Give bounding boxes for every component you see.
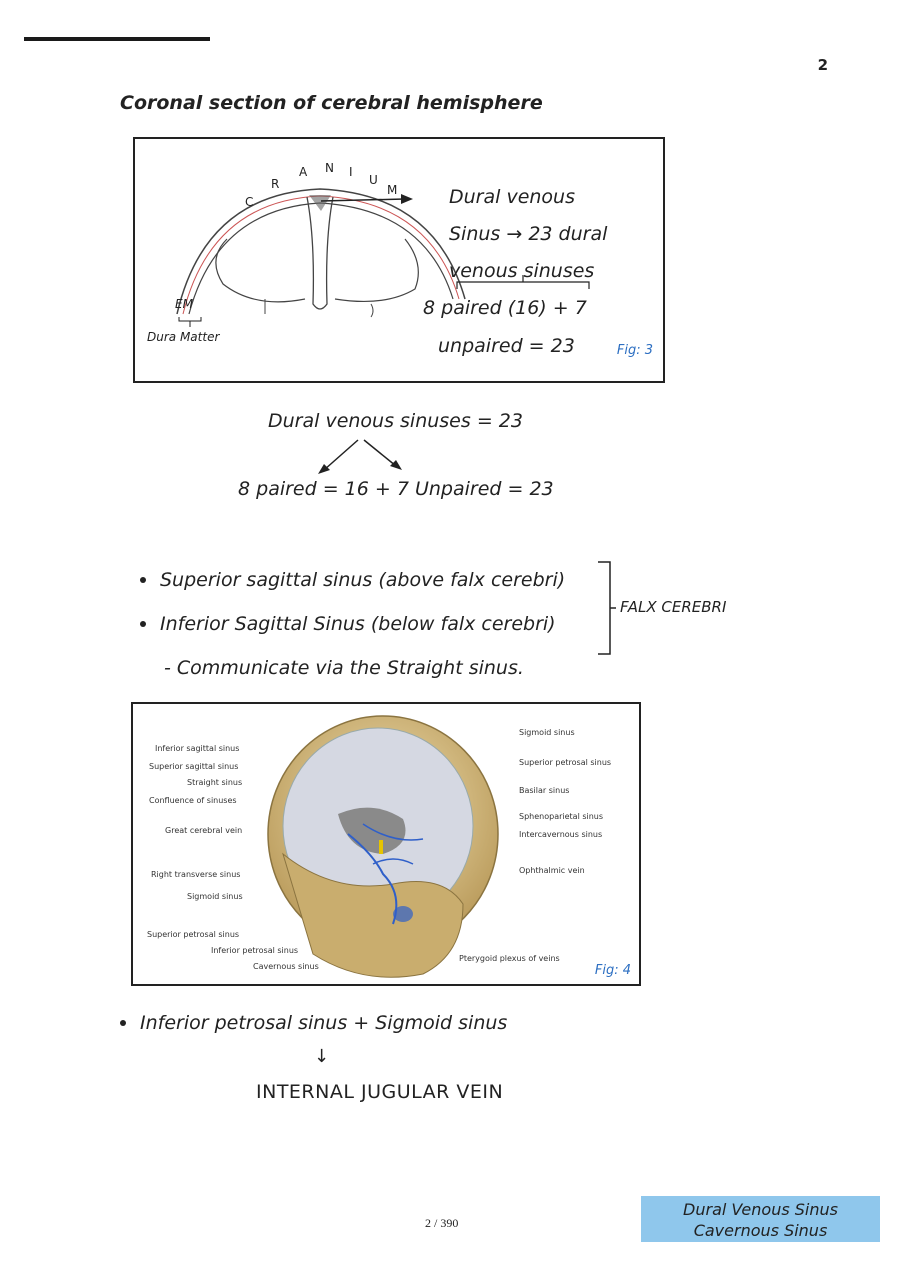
page-heading: Coronal section of cerebral hemisphere: [120, 92, 543, 114]
drainage-text: Inferior petrosal sinus + Sigmoid sinus: [140, 1012, 508, 1034]
bullet-dot: [120, 1020, 126, 1026]
list-item: [140, 646, 565, 690]
label-great-cerebral-vein: Great cerebral vein: [165, 826, 243, 835]
dura-matter-label: Dura Matter: [147, 330, 220, 344]
summary-total: Dural venous sinuses = 23: [268, 410, 523, 432]
cranium-letter: I: [349, 165, 353, 179]
falx-bracket: [596, 560, 616, 658]
bullet-text: - Communicate via the Straight sinus.: [164, 657, 524, 679]
list-item: [140, 558, 565, 602]
topic-tag: [641, 1196, 880, 1242]
label-cavernous-sinus: Cavernous sinus: [253, 962, 319, 971]
label-superior-petrosal-sinus-right: Superior petrosal sinus: [519, 758, 612, 767]
split-arrows: [308, 436, 408, 476]
paired-count: 8 paired (16) + 7: [423, 297, 587, 319]
cranium-letter: N: [325, 161, 334, 175]
summary-split: 8 paired = 16 + 7 Unpaired = 23: [238, 478, 554, 500]
cranium-letter: M: [387, 183, 398, 197]
note-line: venous sinuses: [449, 260, 595, 282]
cranium-letter: A: [299, 165, 308, 179]
cranium-letter: U: [369, 173, 378, 187]
label-sphenoparietal-sinus: Sphenoparietal sinus: [519, 812, 604, 821]
figure-3-coronal-sketch: [133, 137, 665, 383]
cranium-letter: C: [245, 195, 254, 209]
bullet-dot: [140, 577, 146, 583]
label-basilar-sinus: Basilar sinus: [519, 786, 570, 795]
label-straight-sinus: Straight sinus: [187, 778, 243, 787]
label-sigmoid-sinus: Sigmoid sinus: [187, 892, 243, 901]
em-label: EM: [175, 297, 193, 311]
cranium-letter: R: [271, 177, 280, 191]
figure-label: Fig: 4: [594, 963, 631, 978]
label-pterygoid-plexus: Pterygoid plexus of veins: [459, 954, 560, 963]
note-line: Dural venous: [449, 186, 575, 208]
label-intercavernous-sinus: Intercavernous sinus: [519, 830, 603, 839]
falx-bullet-list: [140, 558, 565, 690]
page-footer: 2 / 390: [425, 1216, 459, 1230]
bullet-dot: [140, 621, 146, 627]
dural-venous-sinus-note: [449, 179, 659, 290]
label-confluence-of-sinuses: Confluence of sinuses: [149, 796, 237, 805]
falx-cerebri-label: FALX CEREBRI: [620, 598, 727, 616]
note-line: Sinus → 23 dural: [449, 223, 608, 245]
figure-4-skull-sinuses: [131, 702, 641, 986]
label-superior-petrosal-sinus: Superior petrosal sinus: [147, 930, 240, 939]
bullet-text: Superior sagittal sinus (above falx cerebri): [160, 569, 566, 591]
page-number: 2: [817, 56, 828, 74]
down-arrow-icon: ↓: [314, 1046, 330, 1067]
label-right-transverse-sinus: Right transverse sinus: [151, 870, 241, 879]
label-superior-sagittal-sinus: Superior sagittal sinus: [149, 762, 239, 771]
label-sigmoid-sinus-right: Sigmoid sinus: [519, 728, 575, 737]
internal-jugular-vein: INTERNAL JUGULAR VEIN: [256, 1081, 504, 1103]
list-item: [140, 602, 565, 646]
topic-tag-line: Cavernous Sinus: [693, 1221, 828, 1240]
label-inferior-petrosal-sinus: Inferior petrosal sinus: [211, 946, 299, 955]
bullet-text: Inferior Sagittal Sinus (below falx cerebri): [160, 613, 556, 635]
top-rule: [24, 37, 210, 41]
figure-label: Fig: 3: [616, 343, 653, 358]
label-inferior-sagittal-sinus: Inferior sagittal sinus: [155, 744, 240, 753]
topic-tag-line: Dural Venous Sinus: [683, 1200, 838, 1219]
drainage-note: [120, 1012, 507, 1034]
label-ophthalmic-vein: Ophthalmic vein: [519, 866, 585, 875]
unpaired-count: unpaired = 23: [438, 335, 575, 357]
